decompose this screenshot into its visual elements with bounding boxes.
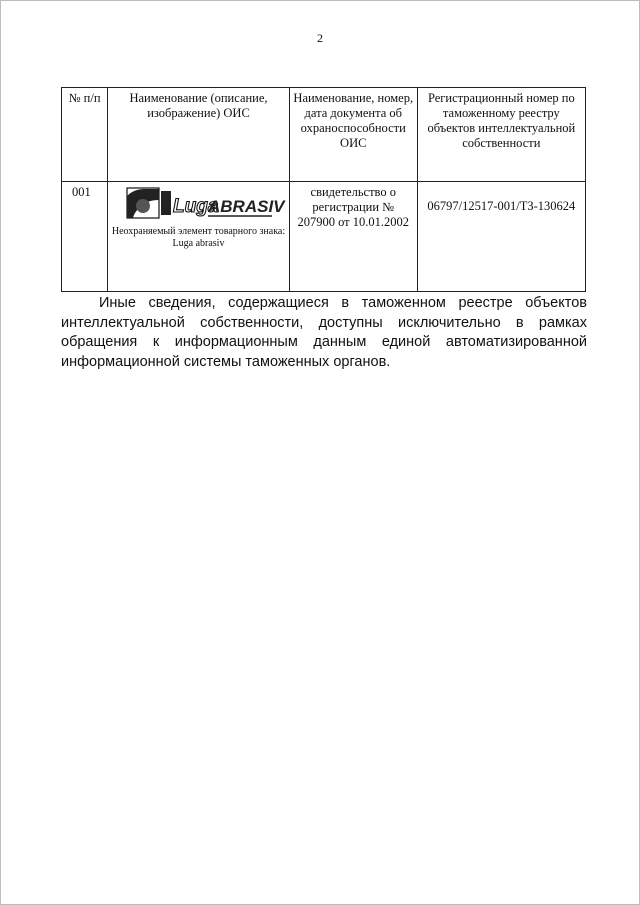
luga-abrasiv-logo [124, 186, 285, 220]
customs-registry-number: 06797/12517-001/ТЗ-130624 [417, 182, 585, 292]
trademark-caption: Неохраняемый элемент товарного знака: Luga abrasiv [111, 226, 286, 249]
svg-text:ABRASIV: ABRASIV [207, 197, 285, 216]
header-protection-document: Наименование, номер, дата документа об охраноспособности ОИС [289, 88, 417, 182]
svg-text:Luga: Luga [172, 196, 218, 217]
table-header-row [62, 88, 586, 182]
table-row [62, 182, 586, 292]
row-number: 001 [62, 182, 108, 292]
header-registry-number: Регистрационный номер по таможенному реестру объектов интеллектуальной собственности [417, 88, 585, 182]
header-number: № п/п [62, 88, 108, 182]
registry-table [61, 87, 586, 292]
page-number: 2 [317, 31, 323, 45]
header-object-description: Наименование (описание, изображение) ОИС [108, 88, 290, 182]
trademark-cell [108, 182, 290, 292]
info-paragraph: Иные сведения, содержащиеся в таможенном реестре объектов интеллектуальной собственности, доступны исключительно в рамках обращения к информационным данным единой автоматизированной информационной системы таможенных органов. [61, 295, 587, 370]
registration-document: свидетельство о регистрации № 207900 от 10.01.2002 [289, 182, 417, 292]
